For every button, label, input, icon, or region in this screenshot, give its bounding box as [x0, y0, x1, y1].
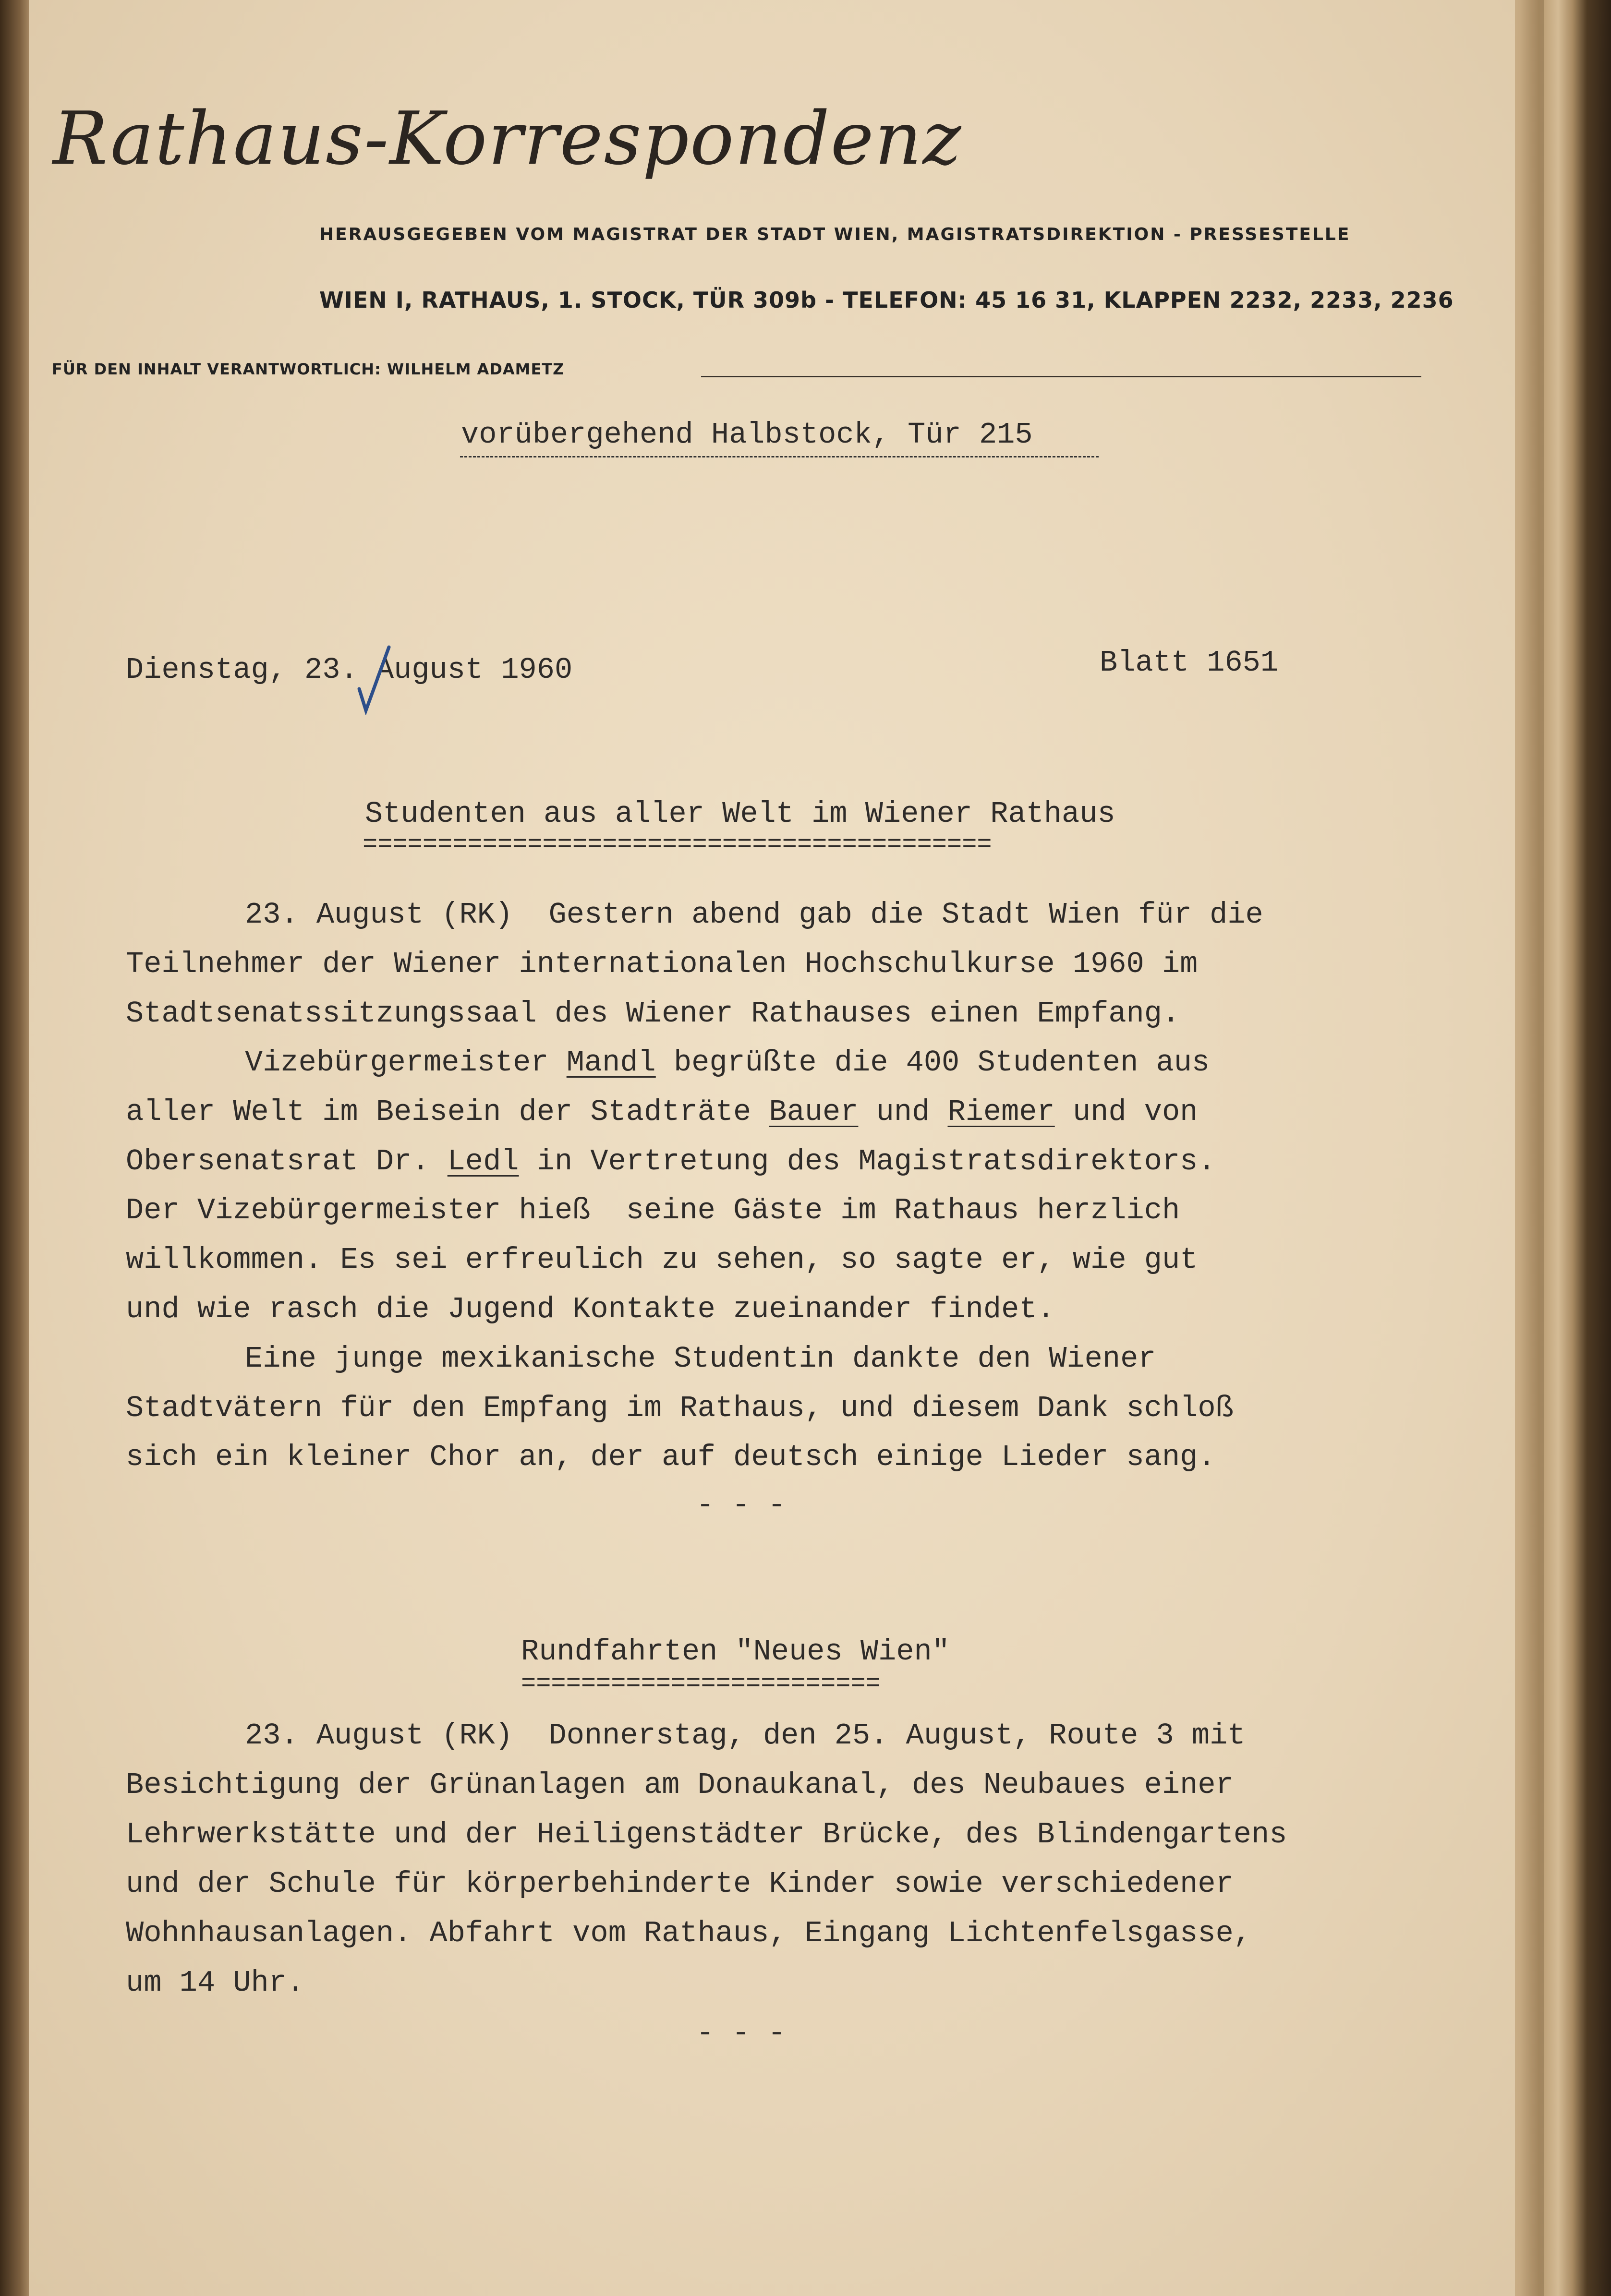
name-bauer: Bauer — [769, 1095, 859, 1129]
article2-line: Lehrwerkstätte und der Heiligenstädter Brücke, des Blindengartens — [126, 1817, 1287, 1851]
article1-line: Vizebürgermeister Mandl begrüßte die 400 Studenten aus — [245, 1046, 1210, 1080]
article1-title-rule: ========================================== — [363, 830, 992, 859]
article2-line: um 14 Uhr. — [126, 1966, 305, 2000]
handwritten-check-mark — [355, 643, 394, 715]
article1-line: Der Vizebürgermeister hieß seine Gäste im Rathaus herzlich — [126, 1193, 1180, 1227]
article2-line: Wohnhausanlagen. Abfahrt vom Rathaus, Eingang Lichtenfelsgasse, — [126, 1916, 1251, 1950]
article1-line: Stadtsenatssitzungssaal des Wiener Rathauses einen Empfang. — [126, 997, 1180, 1031]
masthead-title: Rathaus-Korrespondenz — [53, 96, 962, 181]
article1-line: 23. August (RK) Gestern abend gab die Stadt Wien für die — [245, 898, 1263, 932]
name-mandl: Mandl — [566, 1046, 656, 1080]
article1-title: Studenten aus aller Welt im Wiener Rathaus — [365, 797, 1115, 831]
article1-line: Stadtvätern für den Empfang im Rathaus, und diesem Dank schloß — [126, 1391, 1234, 1425]
article1-line: willkommen. Es sei erfreulich zu sehen, so sagte er, wie gut — [126, 1243, 1198, 1277]
article2-line: und der Schule für körperbehinderte Kinder sowie verschiedener — [126, 1867, 1234, 1901]
page-shadow — [1520, 0, 1544, 2296]
publisher-line: HERAUSGEGEBEN VOM MAGISTRAT DER STADT WIEN, MAGISTRATSDIREKTION - PRESSESTELLE — [319, 225, 1351, 244]
article2-line: Besichtigung der Grünanlagen am Donaukanal, des Neubaues einer — [126, 1768, 1234, 1802]
article1-line: Teilnehmer der Wiener internationalen Hochschulkurse 1960 im — [126, 947, 1198, 981]
date-line: Dienstag, 23. August 1960 — [126, 653, 573, 687]
address-line: WIEN I, RATHAUS, 1. STOCK, TÜR 309b - TELEFON: 45 16 31, KLAPPEN 2232, 2233, 2236 — [319, 287, 1454, 313]
name-ledl: Ledl — [447, 1144, 519, 1178]
temporary-location-notice: vorübergehend Halbstock, Tür 215 — [461, 418, 1033, 452]
article2-title-rule: ======================== — [521, 1670, 881, 1698]
article1-line: sich ein kleiner Chor an, der auf deutsch einige Lieder sang. — [126, 1440, 1216, 1474]
article1-line: aller Welt im Beisein der Stadträte Bauer und Riemer und von — [126, 1095, 1198, 1129]
article1-line: Obersenatsrat Dr. Ledl in Vertretung des Magistratsdirektors. — [126, 1144, 1216, 1178]
article1-end-mark: - - - — [696, 1488, 786, 1522]
responsible-line: FÜR DEN INHALT VERANTWORTLICH: WILHELM ADAMETZ — [52, 360, 565, 378]
sheet-number: Blatt 1651 — [1100, 646, 1279, 680]
letterhead-rule — [701, 376, 1421, 377]
article2-end-mark: - - - — [696, 2016, 786, 2050]
notice-underline — [460, 456, 1099, 457]
article1-line: Eine junge mexikanische Studentin dankte den Wiener — [245, 1342, 1156, 1376]
article2-line: 23. August (RK) Donnerstag, den 25. August, Route 3 mit — [245, 1719, 1246, 1753]
article2-title: Rundfahrten "Neues Wien" — [521, 1635, 950, 1669]
article1-line: und wie rasch die Jugend Kontakte zueinander findet. — [126, 1292, 1055, 1326]
name-riemer: Riemer — [947, 1095, 1055, 1129]
